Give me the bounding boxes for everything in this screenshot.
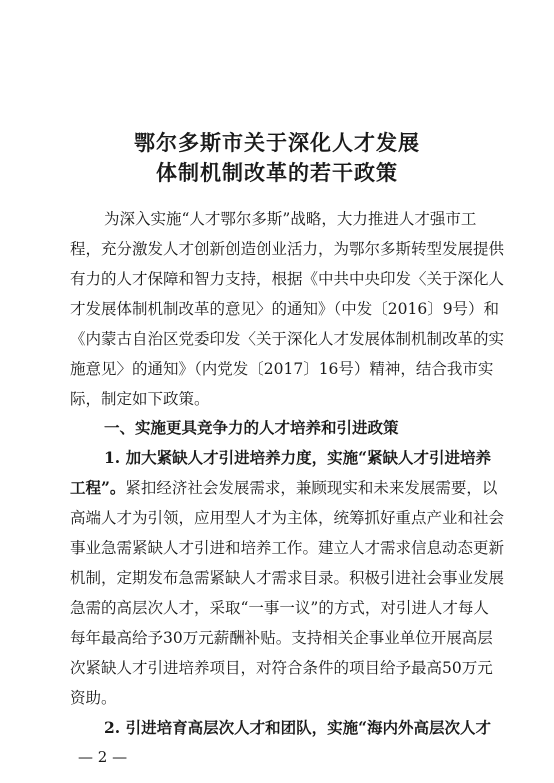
item-1-line-5: 急需的高层次人才，采取“一事一议”的方式，对引进人才每人 — [70, 599, 489, 617]
intro-line-4: 才发展体制机制改革的意见〉的通知》（中发〔2016〕9号）和 — [70, 300, 500, 318]
item-1-line-8: 资助。 — [70, 689, 117, 707]
intro-line-5: 《内蒙古自治区党委印发〈关于深化人才发展体制机制改革的实 — [70, 330, 505, 348]
item-1-lead-cont: 工程”。 — [70, 478, 126, 497]
section-heading: 一、实施更具竞争力的人才培养和引进政策 — [104, 418, 399, 437]
intro-line-7: 际，制定如下政策。 — [70, 390, 210, 408]
intro-line-6: 施意见〉的通知》（内党发〔2017〕16号）精神，结合我市实 — [70, 360, 494, 378]
intro-line-3: 有力的人才保障和智力支持，根据《中共中央印发〈关于深化人 — [70, 270, 505, 288]
item-1-first-rest: 紧扣经济社会发展需求，兼顾现实和未来发展需要，以 — [125, 479, 498, 497]
item-1-line-6: 每年最高给予30万元薪酬补贴。支持相关企事业单位开展高层 — [70, 629, 493, 647]
item-2-lead: 2. 引进培育高层次人才和团队，实施“海内外高层次人才 — [104, 718, 491, 737]
intro-line-2: 程，充分激发人才创新创造创业活力，为鄂尔多斯转型发展提供 — [70, 240, 505, 258]
item-1-line-4: 机制，定期发布急需紧缺人才需求目录。积极引进社会事业发展 — [70, 569, 505, 587]
item-1-line-3: 事业急需紧缺人才引进和培养工作。建立人才需求信息动态更新 — [70, 539, 505, 557]
item-1-line-2: 高端人才为引领，应用型人才为主体，统筹抓好重点产业和社会 — [70, 509, 505, 527]
page-number: — 2 — — [78, 748, 128, 766]
item-1-line-1 — [70, 478, 497, 498]
document-title-line-1: 鄂尔多斯市关于深化人才发展 — [134, 130, 420, 155]
item-1-lead: 1. 加大紧缺人才引进培养力度，实施“紧缺人才引进培养 — [104, 448, 491, 467]
intro-line-1: 为深入实施“人才鄂尔多斯”战略，大力推进人才强市工 — [104, 210, 477, 228]
document-title-line-2: 体制机制改革的若干政策 — [156, 160, 398, 185]
item-1-line-7: 次紧缺人才引进培养项目，对符合条件的项目给予最高50万元 — [70, 659, 493, 677]
